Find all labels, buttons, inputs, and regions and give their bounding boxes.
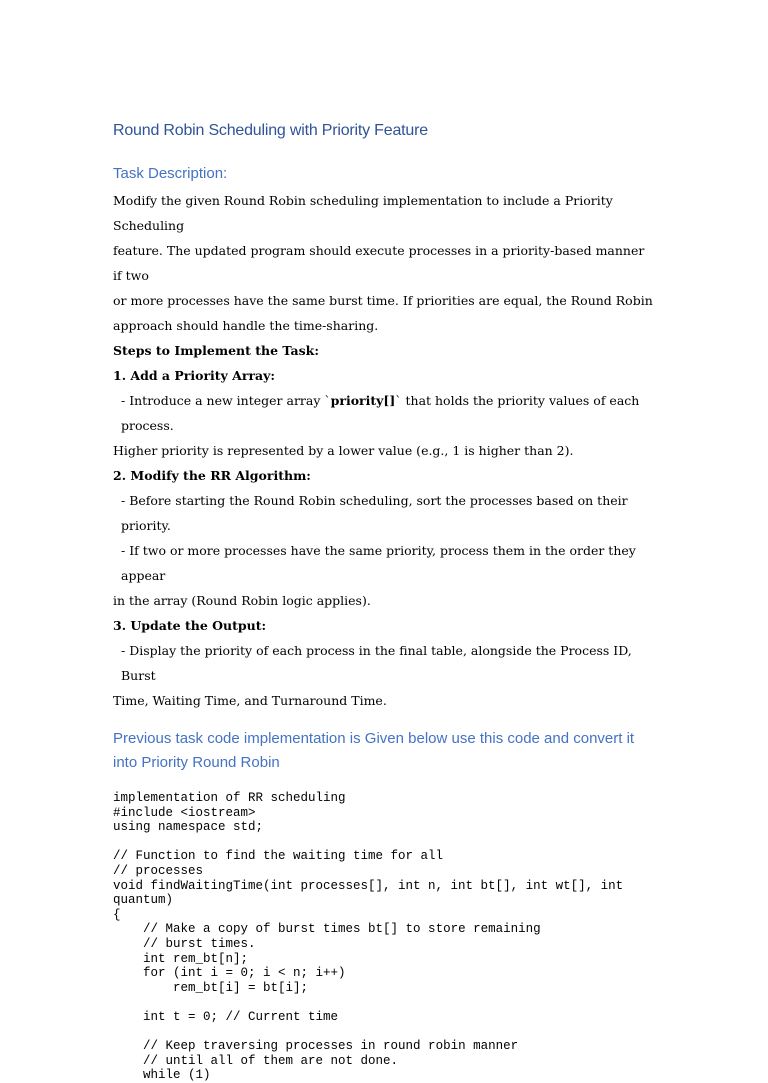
spacer xyxy=(113,713,653,727)
steps-heading: Steps to Implement the Task: xyxy=(113,343,319,358)
priority-array-code: priority[] xyxy=(330,393,396,408)
code-block: implementation of RR scheduling #include <iostream> using namespace std; // Function to find the waiting time for all // processes void findWaitingTime(int processes[], int n, int bt[], int wt[], int quantum) { // Make a copy of burst times bt[] to store remaining // burst times. int rem_bt[n]; for (int i = 0; i < n; i++) rem_bt[i] = bt[i]; int t = 0; // Current time // Keep traversing processes in round robin manner // until all of them are not done. while (1) xyxy=(113,791,624,1083)
description-line: approach should handle the time-sharing. xyxy=(113,318,379,333)
step1-post: ` that holds the priority values of each process. xyxy=(121,393,640,433)
step1-line2: Higher priority is represented by a lower value (e.g., 1 is higher than 2). xyxy=(113,443,574,458)
description-line: Modify the given Round Robin scheduling implementation to include a Priority Scheduling xyxy=(113,193,613,233)
step3-line2: Time, Waiting Time, and Turnaround Time. xyxy=(113,693,387,708)
code-heading: Previous task code implementation is Given below use this code and convert it into Priority Round Robin xyxy=(113,730,635,771)
task-description-heading: Task Description: xyxy=(113,165,228,182)
description-line: or more processes have the same burst time. If priorities are equal, the Round Robin xyxy=(113,293,653,308)
step2-line3: in the array (Round Robin logic applies). xyxy=(113,593,371,608)
step1-heading: 1. Add a Priority Array: xyxy=(113,368,276,383)
step2-line1: - Before starting the Round Robin scheduling, sort the processes based on their priority. xyxy=(121,493,628,533)
step2-heading: 2. Modify the RR Algorithm: xyxy=(113,468,311,483)
step3-line1: - Display the priority of each process in the final table, alongside the Process ID, Burst xyxy=(121,643,632,683)
step2-line2: - If two or more processes have the same priority, process them in the order they appear xyxy=(121,543,636,583)
document-page xyxy=(113,120,653,1083)
document-title: Round Robin Scheduling with Priority Feature xyxy=(113,122,428,139)
step3-heading: 3. Update the Output: xyxy=(113,618,267,633)
step1-pre: - Introduce a new integer array ` xyxy=(121,393,331,408)
description-line: feature. The updated program should execute processes in a priority-based manner if two xyxy=(113,243,645,283)
step1-line xyxy=(113,388,653,438)
